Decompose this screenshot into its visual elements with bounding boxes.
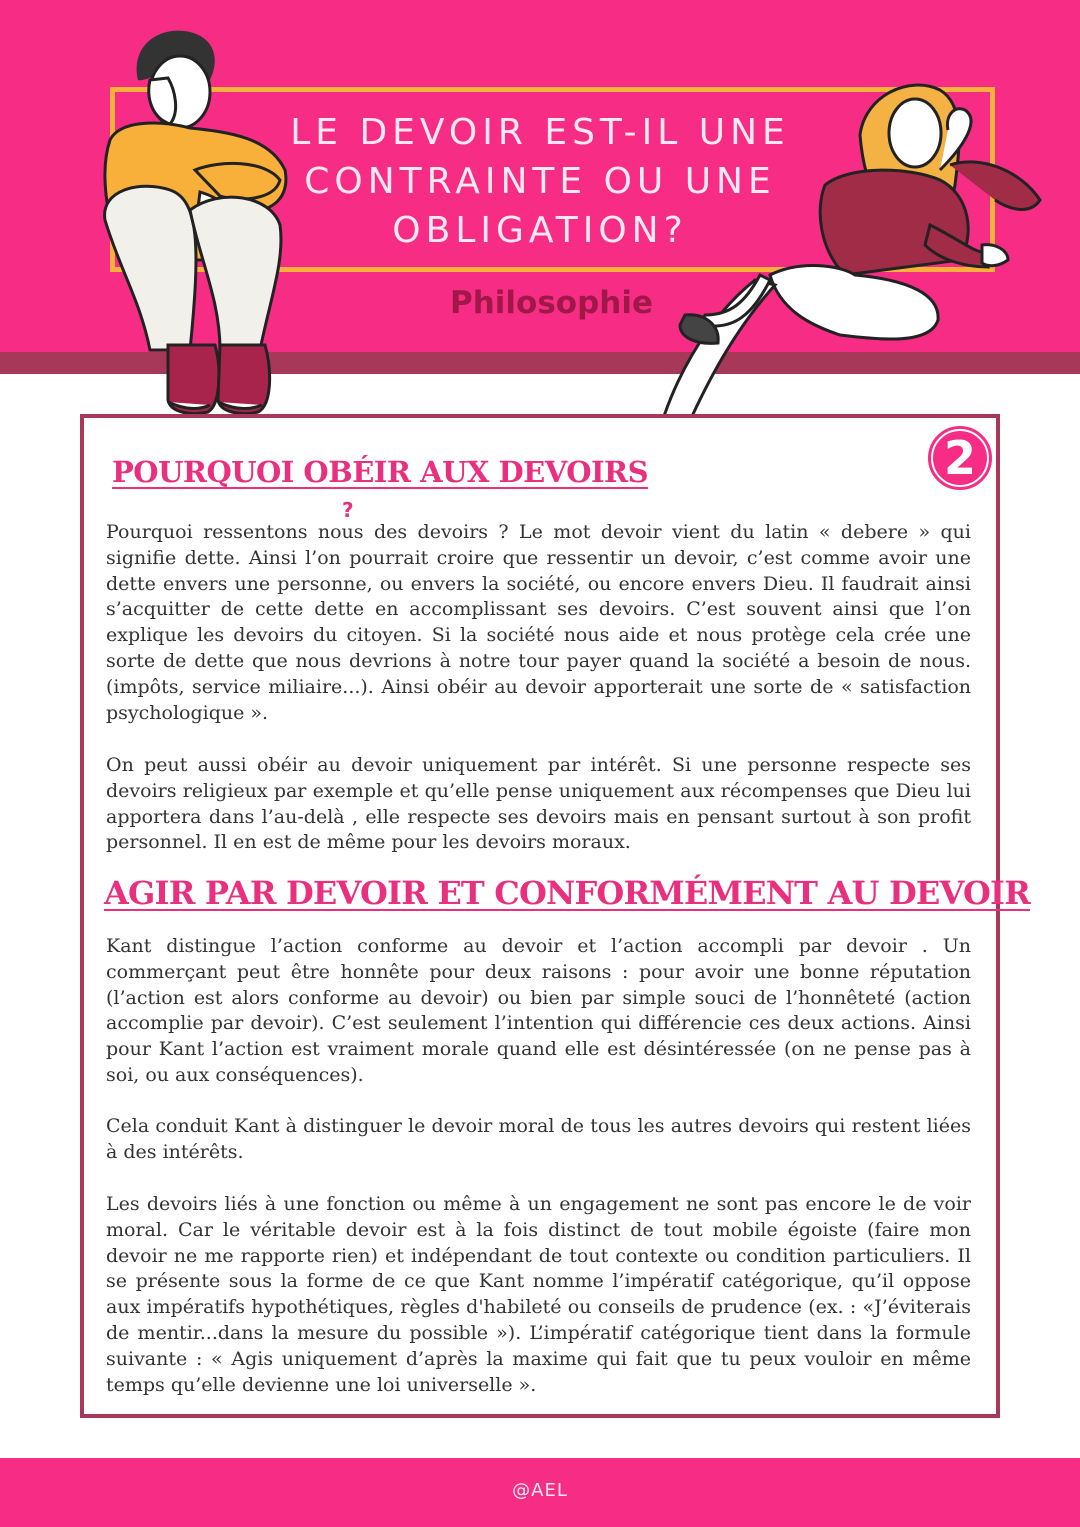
- paragraph: Cela conduit Kant à distinguer le devoir moral de tous les autres devoirs qui restent liées à des intérêts.: [106, 1115, 971, 1163]
- man-sitting-illustration: [80, 20, 310, 420]
- handwritten-annotation: ?: [342, 498, 354, 522]
- paragraph: Les devoirs liés à une fonction ou même à un engagement ne sont pas encore le de voir moral. Car le véritable devoir est à la fois distinct de tout mobile égoiste (faire mon devoir ne me rapporte rien) et indépendant de tout contexte ou condition particuliers. Il se présente sous la forme de ce que Kant nomme l’impératif catégorique, qu’il oppose aux impératifs hypothétiques, règles d'habileté ou conseils de prudence (ex. : «J’éviterais de mentir...dans la mesure du possible »). L’impératif catégorique tient dans la formule suivante : « Agis uniquement d’après la maxime qui fait que tu peux vouloir en même temps qu’elle devienne une loi universelle ».: [106, 1193, 971, 1396]
- paragraph: Pourquoi ressentons nous des devoirs ? Le mot devoir vient du latin « debere » qui signifie dette. Ainsi l’on pourrait croire que ressentir un devoir, c’est comme avoir une dette envers une personne, ou envers la société, ou encore envers Dieu. Il faudrait ainsi s’acquitter de cette dette en accomplissant ses devoirs. C’est souvent ainsi que l’on explique les devoirs du citoyen. Si la société nous aide et nous protège cela crée une sorte de dette que nous devrions à notre tour payer quand la société a besoin de nous. (impôts, service miliaire...). Ainsi obéir au devoir apporterait une sorte de « satisfaction psychologique ».: [106, 521, 971, 724]
- section-heading-agir: AGIR PAR DEVOIR ET CONFORMÉMENT AU DEVOIR: [104, 874, 1031, 912]
- paragraph: Kant distingue l’action conforme au devoir et l’action accompli par devoir . Un commerçant peut être honnête pour deux raisons : pour avoir une bonne réputation (l’action est alors conforme au devoir) ou bien par simple souci de l’honnêteté (action accomplie par devoir). C’est seulement l’intention qui différencie ces deux actions. Ainsi pour Kant l’action est vraiment morale quand elle est désintéressée (on ne pense pas à soi, ou aux conséquences).: [106, 935, 971, 1086]
- section-heading-pourquoi: POURQUOI OBÉIR AUX DEVOIRS: [112, 455, 649, 489]
- subject-label: Philosophie: [450, 285, 653, 321]
- page-title: LE DEVOIR EST-IL UNE CONTRAINTE OU UNE OBLIGATION?: [290, 112, 790, 251]
- paragraph: On peut aussi obéir au devoir uniquement par intérêt. Si une personne respecte ses devoirs religieux par exemple et qu’elle pense uniquement aux récompenses que Dieu lui apportera dans l’au-delà , elle respecte ses devoirs mais en pensant surtout à son profit personnel. Il en est de même pour les devoirs moraux.: [106, 754, 971, 854]
- page-number: 2: [943, 431, 976, 485]
- footer-credit: @AEL: [512, 1480, 568, 1501]
